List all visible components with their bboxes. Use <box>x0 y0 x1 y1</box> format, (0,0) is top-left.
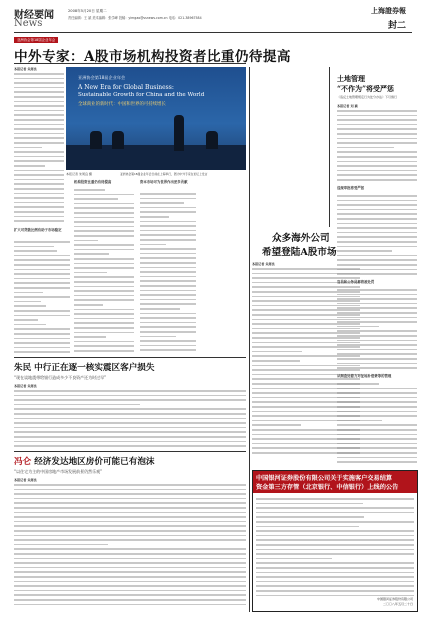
body-text-line <box>14 319 38 321</box>
body-text-line <box>337 420 382 422</box>
center-byline: 本报记者 朱周良 <box>252 262 275 266</box>
body-text-line <box>14 576 246 578</box>
body-text-line <box>14 498 246 500</box>
body-text-line <box>337 317 417 319</box>
body-text-line <box>256 558 332 560</box>
body-text-line <box>337 415 417 417</box>
body-text-line <box>337 353 417 355</box>
body-text-line <box>74 230 134 232</box>
body-text-line <box>74 235 134 237</box>
subhead-capital-market: 资本市场可为世界作出更多贡献 <box>140 180 188 184</box>
body-text-line <box>74 198 118 200</box>
right-divider-v <box>329 67 330 227</box>
body-text-line <box>337 363 417 365</box>
body-text-line <box>14 269 70 271</box>
body-text-line <box>337 326 379 328</box>
body-text-line <box>14 338 70 340</box>
body-text-line <box>140 303 196 305</box>
body-text-line <box>337 452 417 454</box>
body-text-line <box>256 516 364 518</box>
body-text-line <box>256 590 414 592</box>
body-text-line <box>256 562 414 564</box>
body-text-line <box>140 271 196 273</box>
body-text-line <box>14 324 46 326</box>
body-text-line <box>337 209 417 211</box>
body-text-line <box>140 193 196 195</box>
body-text-line <box>337 161 417 163</box>
body-text-line <box>14 351 70 353</box>
body-text-line <box>140 211 196 213</box>
body-text-line <box>256 585 414 587</box>
body-text-line <box>14 241 70 243</box>
body-text-line <box>140 345 196 347</box>
body-text-line <box>337 128 417 130</box>
body-text-line <box>337 124 417 126</box>
body-text-line <box>337 330 417 332</box>
body-text-line <box>74 253 109 255</box>
body-text-line <box>337 179 417 181</box>
column-body-2 <box>74 188 134 355</box>
body-text-line <box>140 262 196 264</box>
body-text-line <box>140 207 196 209</box>
body-text-line <box>74 336 106 338</box>
body-text-line <box>256 572 414 574</box>
commentary-title-1: 土地管理 <box>337 74 365 83</box>
headline-rule <box>14 63 246 64</box>
body-text-line <box>337 264 417 266</box>
body-text-line <box>337 298 417 300</box>
masthead <box>14 6 414 32</box>
body-text-line <box>74 322 134 324</box>
body-text-line <box>74 267 134 269</box>
bank-date: 二〇〇八年五月二十日 <box>382 602 413 606</box>
body-text-line <box>337 218 417 220</box>
body-text-line <box>14 548 246 550</box>
body-text-line <box>14 599 246 601</box>
body-text-line <box>140 198 196 200</box>
body-text-line <box>14 585 246 587</box>
body-text-line <box>337 406 417 408</box>
masthead-rule <box>14 32 412 33</box>
commentary-deck: 《违反土地管理规定行为处分办法》下月施行 <box>337 95 398 99</box>
body-text-line <box>337 151 417 153</box>
body-text-line <box>337 434 417 436</box>
body-text-line <box>337 392 417 394</box>
body-text-line <box>337 236 417 238</box>
body-text-line <box>337 447 417 449</box>
panelist-figure <box>90 131 102 149</box>
body-text-line <box>14 553 246 555</box>
body-text-line <box>74 304 103 306</box>
body-text-line <box>256 512 414 514</box>
body-text-line <box>337 165 417 167</box>
center-headline-2: 希望登陆A股市场 <box>262 247 337 258</box>
body-text-line <box>14 395 246 397</box>
body-text-line <box>14 255 70 257</box>
body-text-line <box>252 277 360 279</box>
body-text-line <box>337 303 417 305</box>
body-text-line <box>337 269 417 271</box>
bank-title-line-2: 资金第三方存管（北京银行、中信银行）上线的公告 <box>256 484 399 491</box>
body-text-line <box>14 441 246 443</box>
zhu-byline: 本报记者 朱周良 <box>14 384 37 388</box>
body-text-line <box>337 174 417 176</box>
commentary-byline: 本报记者 刘 颖 <box>337 104 358 108</box>
body-text-line <box>14 530 246 532</box>
body-text-line <box>14 535 246 537</box>
body-text-line <box>256 507 414 509</box>
body-text-line <box>14 544 108 546</box>
column-body-3 <box>140 192 196 355</box>
backdrop-cn: 亚洲协会第18届企业年会 <box>78 75 126 80</box>
feng-body <box>14 478 246 608</box>
commentary-title-2: “不作为”将受严惩 <box>337 84 395 93</box>
body-text-line <box>140 294 196 296</box>
subhead-loan-ratio: 扩大可贷款比例有助于市场稳定 <box>14 228 62 232</box>
body-text-line <box>256 595 414 597</box>
body-text-line <box>14 558 246 560</box>
body-text-line <box>337 156 417 158</box>
body-text-line <box>74 350 134 352</box>
body-text-line <box>256 549 414 551</box>
zhu-deck: “现在谈地震带给银行造成多少不良资产还为时过早” <box>14 375 107 380</box>
body-text-line <box>74 286 134 288</box>
body-text-line <box>14 418 246 420</box>
body-text-line <box>140 280 196 282</box>
zhu-headline-text: 朱民 中行正在逐一核实震区客户损失 <box>14 363 155 373</box>
body-text-line <box>74 226 134 228</box>
backdrop-en-2: Sustainable Growth for China and the World <box>78 92 205 98</box>
body-text-line <box>140 267 196 269</box>
body-text-line <box>14 516 246 518</box>
body-text-line <box>14 502 246 504</box>
body-text-line <box>14 512 246 514</box>
body-text-line <box>14 604 246 606</box>
body-text-line <box>74 313 134 315</box>
body-text-line <box>14 287 70 289</box>
body-text-line <box>256 498 414 500</box>
body-text-line <box>74 299 134 301</box>
body-text-line <box>140 299 196 301</box>
body-text-line <box>14 282 70 284</box>
body-text-line <box>74 212 134 214</box>
body-text-line <box>252 351 302 353</box>
body-text-line <box>337 358 417 360</box>
body-text-line <box>337 429 417 431</box>
bank-announcement-body <box>256 497 414 597</box>
body-text-line <box>74 276 134 278</box>
body-text-line <box>337 438 417 440</box>
body-text-line <box>337 273 417 275</box>
panelist-figure <box>112 131 124 149</box>
right-box-title-3: 从细查处着力对征地补偿费等的管理 <box>337 374 392 378</box>
body-text-line <box>14 264 70 266</box>
body-text-line <box>140 276 196 278</box>
body-text-line <box>14 328 70 330</box>
body-text-line <box>337 289 417 291</box>
right-box-body-3 <box>337 382 417 466</box>
body-text-line <box>14 246 54 248</box>
body-text-line <box>140 253 196 255</box>
zhu-body <box>14 384 246 448</box>
body-text-line <box>337 457 417 459</box>
body-text-line <box>74 221 134 223</box>
body-text-line <box>337 461 417 463</box>
text-lines-left <box>14 67 64 225</box>
body-text-line <box>14 422 246 424</box>
body-text-line <box>337 294 417 296</box>
body-text-line <box>74 194 134 196</box>
subhead-institution-share: 机构投资比重仍有待提高 <box>74 180 112 184</box>
speaker-figure <box>174 115 184 151</box>
photo-caption-left: 本报记者 朱周良 摄 <box>66 172 92 176</box>
body-text-line <box>74 309 134 311</box>
body-text-line <box>140 230 196 232</box>
body-text-line <box>14 436 246 438</box>
body-text-line <box>337 223 417 225</box>
body-text-line <box>140 349 196 351</box>
bank-title-line-1: 中国银河证券股份有限公司关于实施客户交易结算 <box>256 475 393 482</box>
body-text-line <box>256 581 414 583</box>
body-text-line <box>74 217 134 219</box>
body-text-line <box>256 567 414 569</box>
zhu-headline <box>14 361 155 373</box>
body-text-line <box>337 411 417 413</box>
paper-name: 上海證券報 <box>371 6 406 15</box>
feng-name: 冯仑 <box>14 457 32 467</box>
body-text-line <box>337 232 417 234</box>
issue-date: 2008年5月20日 星期二 <box>68 9 107 13</box>
body-text-line <box>14 594 246 596</box>
body-text-line <box>74 295 134 297</box>
body-text-line <box>256 576 414 578</box>
body-text-line <box>337 397 417 399</box>
body-text-line <box>74 249 134 251</box>
body-text-line <box>140 313 196 315</box>
body-text-line <box>337 250 392 252</box>
body-text-line <box>337 147 394 149</box>
body-text-line <box>337 204 417 206</box>
body-text-line <box>74 258 134 260</box>
body-text-line <box>337 227 417 229</box>
body-text-line <box>337 255 417 257</box>
body-text-line <box>256 544 414 546</box>
column-body-1 <box>14 240 70 355</box>
body-text-line <box>14 521 246 523</box>
body-text-line <box>74 327 134 329</box>
body-text-line <box>14 342 70 344</box>
panelist-figure <box>206 131 218 149</box>
main-headline: 中外专家：A股市场机构投资者比重仍待提高 <box>14 49 291 65</box>
body-text-line <box>337 138 417 140</box>
body-text-line <box>140 225 196 227</box>
body-text-line <box>140 239 196 241</box>
body-text-line <box>14 278 70 280</box>
body-text-line <box>140 322 196 324</box>
body-text-line <box>14 493 246 495</box>
body-text-line <box>337 388 417 390</box>
body-text-line <box>140 340 196 342</box>
body-text-line <box>337 401 417 403</box>
body-text-line <box>140 308 180 310</box>
body-text-line <box>140 248 196 250</box>
photo-caption-right: 亚洲协会第18届企业年会日前在上海举行，图为中外专家在论坛上发言 <box>120 172 208 176</box>
body-text-line <box>252 424 301 426</box>
body-text-line <box>256 521 414 523</box>
body-text-line <box>140 317 196 319</box>
body-text-line <box>74 332 134 334</box>
body-text-line <box>337 424 417 426</box>
center-headline-1: 众多海外公司 <box>272 233 330 244</box>
page-label: 封二 <box>387 21 406 31</box>
body-text-line <box>256 526 359 528</box>
body-text-line <box>140 221 196 223</box>
body-text-line <box>337 246 417 248</box>
body-text-line <box>14 507 246 509</box>
body-text-line <box>14 333 70 335</box>
body-text-line <box>14 310 70 312</box>
body-text-line <box>74 240 98 242</box>
body-text-line <box>14 489 246 491</box>
body-text-line <box>337 344 417 346</box>
body-text-line <box>14 539 246 541</box>
body-text-line <box>140 234 196 236</box>
divider-zhu <box>14 357 246 358</box>
body-text-line <box>14 581 246 583</box>
feng-headline <box>14 455 155 467</box>
body-text-line <box>14 315 70 317</box>
bank-announcement-box <box>252 470 418 612</box>
body-text-line <box>14 347 70 349</box>
forum-banner: 亚洲协会第18届企业年会 <box>14 37 58 43</box>
right-box-body-1 <box>337 194 417 276</box>
editor-contacts: 责任编辑：王 斌 美术编辑：张学峰 投稿：yimgao@ssnews.com.cn 电话：021-38967584 <box>68 16 202 20</box>
backdrop-sub: 全球商业的新时代：中国和世界的可持续增长 <box>78 102 166 107</box>
body-text-line <box>337 213 417 215</box>
body-text-line <box>14 427 246 429</box>
body-text-line <box>74 290 134 292</box>
body-text-line <box>337 443 417 445</box>
body-text-line <box>74 345 134 347</box>
body-text-line <box>14 571 246 573</box>
body-text-line <box>337 195 417 197</box>
body-text-line <box>14 301 41 303</box>
body-text-line <box>256 503 363 505</box>
body-text-line <box>337 133 417 135</box>
body-text-line <box>337 340 417 342</box>
commentary-body <box>337 104 417 182</box>
body-text-line <box>14 305 46 307</box>
backdrop-en-1: A New Era for Global Business: <box>78 84 174 91</box>
body-text-line <box>337 241 417 243</box>
body-text-line <box>14 431 246 433</box>
body-text-line <box>140 285 196 287</box>
center-divider-v <box>249 67 250 612</box>
body-text-line <box>14 390 246 392</box>
body-text-line <box>14 445 246 447</box>
body-text-line <box>256 553 414 555</box>
body-text-line <box>337 200 417 202</box>
body-text-line <box>337 383 379 385</box>
body-text-line <box>14 273 70 275</box>
body-text-line <box>337 142 417 144</box>
body-text-line <box>74 207 134 209</box>
right-box-title-1: 违规审批将受严惩 <box>337 186 365 190</box>
body-text-line <box>140 326 196 328</box>
body-text-line <box>337 119 417 121</box>
body-text-line <box>337 321 417 323</box>
feng-byline: 本报记者 朱周良 <box>14 478 37 482</box>
lead-byline: 本报记者 朱周良 <box>14 67 37 71</box>
body-text-line <box>337 110 417 112</box>
body-text-line <box>140 257 196 259</box>
body-text-line <box>337 335 417 337</box>
body-text-line <box>74 341 134 343</box>
body-text-line <box>14 567 246 569</box>
body-text-line <box>140 244 166 246</box>
body-text-line <box>140 202 184 204</box>
body-text-line <box>74 318 134 320</box>
body-text-line <box>14 590 246 592</box>
body-text-line <box>14 408 246 410</box>
body-text-line <box>14 292 43 294</box>
body-text-line <box>337 170 417 172</box>
body-text-line <box>256 539 414 541</box>
body-text-line <box>74 244 134 246</box>
body-text-line <box>252 360 300 362</box>
body-text-line <box>337 307 417 309</box>
body-text-line <box>74 189 105 191</box>
body-text-line <box>14 404 140 406</box>
right-box-body-2 <box>337 288 417 370</box>
body-text-line <box>74 281 134 283</box>
body-text-line <box>140 290 196 292</box>
body-text-line <box>140 331 196 333</box>
body-text-line <box>337 259 417 261</box>
right-box-title-2: 官员和公务员都将被处罚 <box>337 280 375 284</box>
feng-deck: “以住宅为主的中国房地产市场发展前景仍然乐观” <box>14 469 103 474</box>
divider-feng <box>14 451 246 452</box>
body-text-line <box>74 272 107 274</box>
body-text-line <box>14 562 246 564</box>
conference-photo <box>66 67 246 170</box>
body-text-line <box>74 203 134 205</box>
body-text-line <box>14 484 246 486</box>
body-text-line <box>14 413 246 415</box>
body-text-line <box>140 216 169 218</box>
body-text-line <box>14 296 70 298</box>
body-text-line <box>256 530 414 532</box>
feng-headline-text: 经济发达地区房价可能已有泡沫 <box>34 457 155 467</box>
body-text-line <box>14 250 57 252</box>
section-title-en: News <box>14 18 43 29</box>
body-text-line <box>14 525 246 527</box>
body-text-line <box>337 349 417 351</box>
section-title-cn: 财经要闻 <box>14 10 54 21</box>
body-text-line <box>337 312 417 314</box>
bank-signature: 中国银河证券股份有限公司 <box>376 597 413 601</box>
body-text-line <box>337 367 417 369</box>
body-text-line <box>337 115 417 117</box>
body-text-line <box>256 535 414 537</box>
body-text-line <box>74 263 134 265</box>
body-text-line <box>14 399 246 401</box>
body-text-line <box>140 336 176 338</box>
body-text-line <box>14 259 70 261</box>
